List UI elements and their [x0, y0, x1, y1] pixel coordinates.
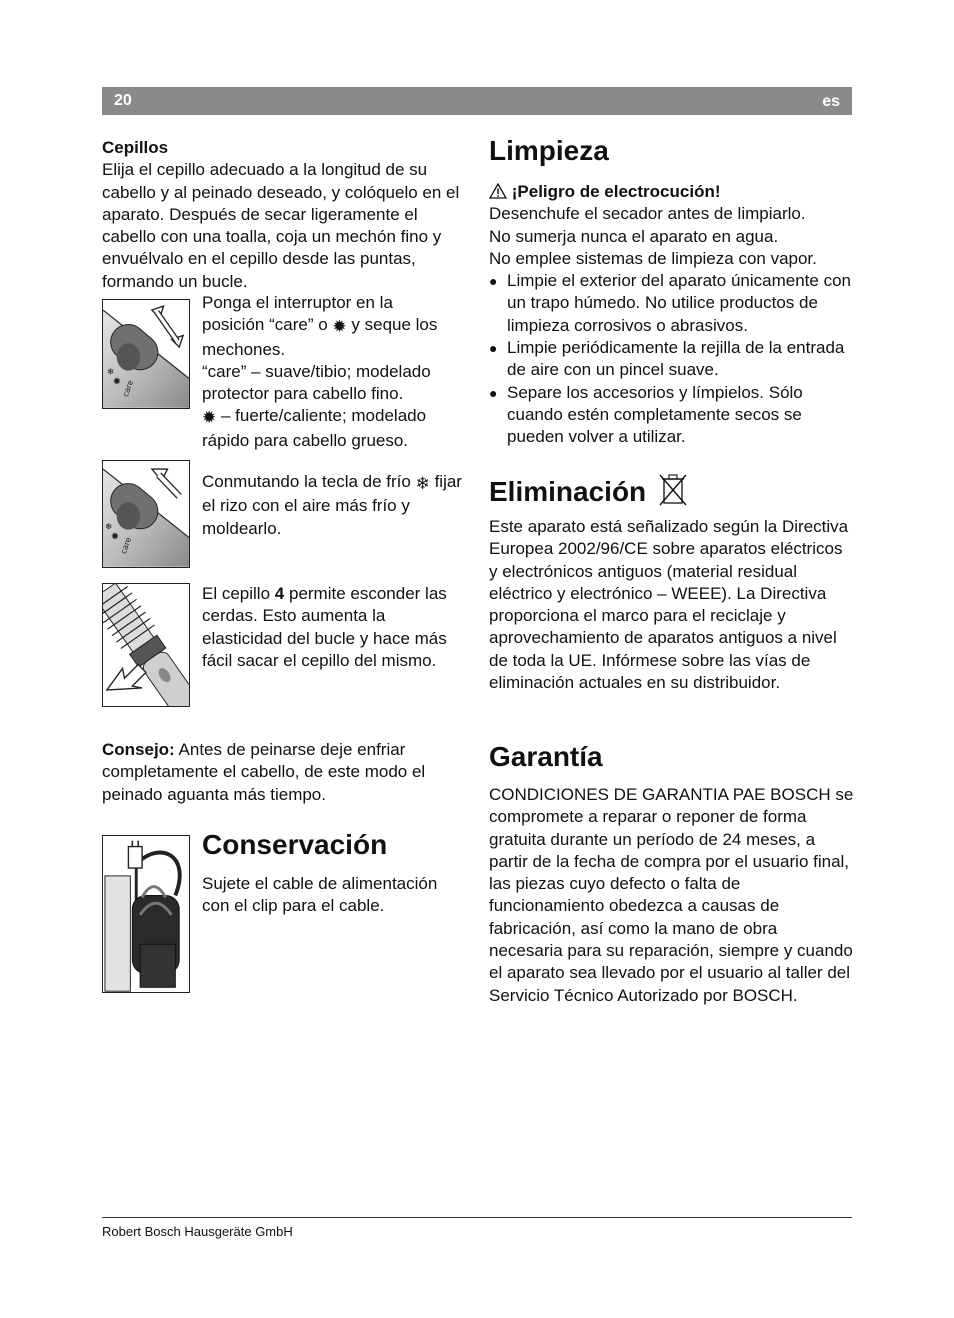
retractable-brush-illustration	[102, 583, 190, 707]
brushes-intro: Elija el cepillo adecuado a la longitud de su cabello y al peinado deseado, y colóquelo en el aparato. Después de secar ligeramente el cabello con una toalla, coja un mechón fino y envuélvalo en el cepillo desde las puntas, formando un bucle.	[102, 160, 460, 291]
disposal-heading-text: Eliminación	[489, 476, 647, 507]
page-header	[102, 87, 852, 115]
step3-text-b: permite esconder las cerdas. Esto aumenta la elasticidad del bucle y hace más fácil sacar el cepillo del mismo.	[202, 584, 447, 670]
cleaning-bullet-list	[489, 270, 854, 448]
warranty-text: CONDICIONES DE GARANTIA PAE BOSCH se compromete a reparar o reponer de forma gratuita durante un período de 24 meses, a partir de la fecha de compra por el usuario final, las piezas cuyo defecto o falta de funcionamiento obedezca a causas de fabricación, así como la mano de obra necesaria para su reparación, siempre y cuando el aparato sea llevado por el usuario al taller del Servicio Técnico Autorizado por BOSCH.	[489, 785, 854, 1005]
step3-text-a: El cepillo	[202, 584, 271, 603]
cleaning-heading: Limpieza	[489, 135, 609, 166]
disposal-heading	[489, 473, 688, 508]
storage-text: Sujete el cable de alimentación con el clip para el cable.	[202, 874, 438, 916]
warning-triangle-icon	[489, 183, 507, 199]
tip-label: Consejo:	[102, 740, 175, 759]
warranty-heading: Garantía	[489, 741, 603, 772]
snowflake-icon: ❄	[415, 474, 430, 493]
sun-hot-icon: ✹	[110, 531, 120, 543]
snowflake-icon: ❄	[104, 522, 113, 533]
storage-heading: Conservación	[202, 829, 388, 860]
step1-line1: Ponga el interruptor en la	[202, 293, 393, 312]
step1-line2a: posición “care” o	[202, 315, 328, 335]
step3-text	[202, 583, 467, 672]
list-item: ● Separe los accesorios y límpielos. Sólo cuando estén completamente secos se pueden volver a utilizar.	[489, 382, 854, 449]
step2-text-a: Conmutando la tecla de frío	[202, 472, 411, 491]
sun-hot-icon: ✹	[112, 376, 121, 388]
weee-crossed-bin-icon	[658, 473, 688, 507]
sun-hot-icon: ✹	[332, 317, 347, 337]
switch-label: care	[118, 536, 134, 555]
brush-number: 4	[274, 584, 285, 603]
step2-text	[202, 471, 467, 540]
cold-shot-illustration	[102, 460, 190, 568]
switch-label: care	[120, 378, 136, 398]
tip-paragraph	[102, 739, 467, 806]
sun-hot-icon: ✹	[202, 408, 217, 428]
step2-text-b: fijar el rizo con el aire más frío y moldearlo.	[202, 472, 462, 538]
switch-hot-illustration	[102, 299, 190, 409]
step1-line3: mechones.	[202, 339, 286, 359]
step1-line2b: y seque los	[351, 315, 438, 335]
language-code: es	[822, 93, 840, 110]
warning-line: No sumerja nunca el aparato en agua.	[489, 226, 779, 246]
storage-illustration	[102, 835, 190, 993]
warning-line: No emplee sistemas de limpieza con vapor.	[489, 248, 817, 268]
warning-line: Desenchufe el secador antes de limpiarlo.	[489, 204, 806, 224]
tip-text: Antes de peinarse deje enfriar completamente el cabello, de este modo el peinado aguanta más tiempo.	[102, 740, 426, 804]
footer-divider	[102, 1217, 852, 1218]
brushes-heading: Cepillos	[102, 138, 169, 157]
warning-title: ¡Peligro de electrocución!	[511, 182, 721, 201]
footer-company: Robert Bosch Hausgeräte GmbH	[102, 1224, 293, 1239]
care-description: “care” – suave/tibio; modelado protector para cabello fino.	[202, 361, 431, 404]
brushes-section	[102, 137, 462, 293]
page-number: 20	[114, 92, 132, 109]
hot-description: – fuerte/caliente; modelado rápido para cabello grueso.	[202, 406, 427, 450]
cleaning-section	[489, 181, 854, 449]
list-item: ● Limpie el exterior del aparato únicamente con un trapo húmedo. No utilice productos de limpieza corrosivos o abrasivos.	[489, 270, 854, 337]
step1-text	[202, 292, 467, 452]
snowflake-icon: ❄	[106, 367, 115, 378]
disposal-text: Este aparato está señalizado según la Directiva Europea 2002/96/CE sobre aparatos eléctricos y electrónicos antiguos (material residual eléctrico y electrónico – WEEE). La Directiva proporciona el marco para el reciclaje y aprovechamiento de aparatos antiguos a nivel de toda la UE. Infórmese sobre las vías de eliminación actuales en su distribuidor.	[489, 517, 849, 693]
list-item: ● Limpie periódicamente la rejilla de la entrada de aire con un pincel suave.	[489, 337, 854, 382]
